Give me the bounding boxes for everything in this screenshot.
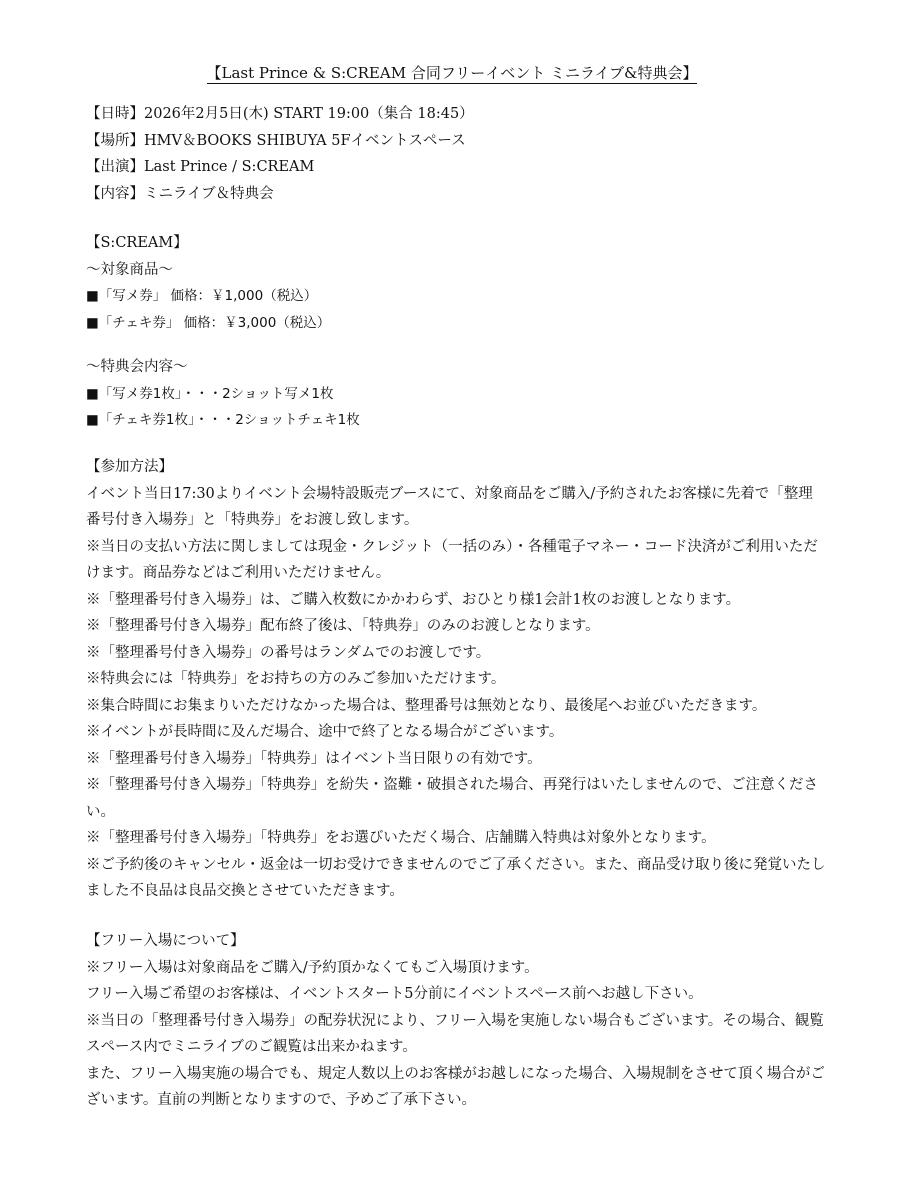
- overview-venue: 【場所】HMV＆BOOKS SHIBUYA 5Fイベントスペース: [86, 132, 466, 149]
- product-photo-ticket: ■「写メ券」 価格：￥1,000（税込）: [86, 288, 318, 304]
- free-entry-heading: 【フリー入場について】: [86, 933, 245, 949]
- product-cheki-ticket: ■「チェキ券」 価格：￥3,000（税込）: [86, 314, 331, 331]
- participation-note: ※「整理番号付き入場券」配布終了後は、「特典券」のみのお渡しとなります。: [86, 618, 600, 634]
- event-title-text: 【Last Prince & S:CREAM 合同フリーイベント ミニライブ&特典会】: [206, 64, 698, 82]
- free-entry-section: [86, 928, 826, 1114]
- participation-note: イベント当日17:30よりイベント会場特設販売ブースにて、対象商品をご購入/予約されたお客様に先着で「整理番号付き入場券」と「特典券」をお渡し致します。: [86, 485, 813, 528]
- benefit-photo: ■「写メ券1枚」・・・2ショット写メ1枚: [86, 385, 334, 402]
- participation-note: ※当日の支払い方法に関しましては現金・クレジット（一括のみ）・各種電子マネー・コード決済がご利用いただけます。商品券などはご利用いただけません。: [86, 538, 818, 581]
- participation-note: ※「整理番号付き入場券」は、ご購入枚数にかかわらず、おひとり様1会計1枚のお渡しとなります。: [86, 591, 741, 608]
- overview-datetime: 【日時】2026年2月5日(木) START 19:00（集合 18:45）: [86, 106, 474, 122]
- participation-note: ※「整理番号付き入場券」「特典券」をお選びいただく場合、店舗購入特典は対象外となります。: [86, 830, 716, 846]
- free-entry-note: ※当日の「整理番号付き入場券」の配券状況により、フリー入場を実施しない場合もございます。その場合、観覧スペース内でミニライブのご観覧は出来かねます。: [86, 1012, 824, 1055]
- participation-note: ※ご予約後のキャンセル・返金は一切お受けできませんのでご了承ください。また、商品受け取り後に発覚いたしました不良品は良品交換とさせていただきます。: [86, 856, 826, 899]
- overview-section: [86, 101, 826, 207]
- overview-performers: 【出演】Last Prince / S:CREAM: [86, 159, 315, 175]
- products-heading: 〜対象商品〜: [86, 261, 173, 278]
- event-title: [0, 62, 904, 84]
- participation-section: [86, 454, 826, 905]
- participation-heading: 【参加方法】: [86, 459, 173, 475]
- participation-note: ※特典会には「特典券」をお持ちの方のみご参加いただけます。: [86, 671, 506, 687]
- participation-note: ※イベントが長時間に及んだ場合、途中で終了となる場合がございます。: [86, 724, 564, 740]
- benefits-section: [86, 354, 826, 434]
- free-entry-note: フリー入場ご希望のお客様は、イベントスタート5分前にイベントスペース前へお越し下さい。: [86, 986, 703, 1002]
- participation-note: ※「整理番号付き入場券」の番号はランダムでのお渡しです。: [86, 644, 491, 661]
- participation-note: ※集合時間にお集まりいただけなかった場合は、整理番号は無効となり、最後尾へお並びいただきます。: [86, 697, 767, 714]
- free-entry-note: ※フリー入場は対象商品をご購入/予約頂かなくてもご入場頂けます。: [86, 959, 539, 976]
- benefit-cheki: ■「チェキ券1枚」・・・2ショットチェキ1枚: [86, 412, 360, 428]
- participation-note: ※「整理番号付き入場券」「特典券」はイベント当日限りの有効です。: [86, 750, 542, 767]
- scream-section: [86, 230, 826, 336]
- participation-note: ※「整理番号付き入場券」「特典券」を紛失・盗難・破損された場合、再発行はいたしませんので、ご注意ください。: [86, 777, 818, 820]
- benefits-heading: 〜特典会内容〜: [86, 359, 188, 375]
- free-entry-note: また、フリー入場実施の場合でも、規定人数以上のお客様がお越しになった場合、入場規制をさせて頂く場合がございます。直前の判断となりますので、予めご了承下さい。: [86, 1065, 825, 1108]
- overview-content: 【内容】ミニライブ＆特典会: [86, 185, 274, 202]
- group-heading: 【S:CREAM】: [86, 235, 188, 251]
